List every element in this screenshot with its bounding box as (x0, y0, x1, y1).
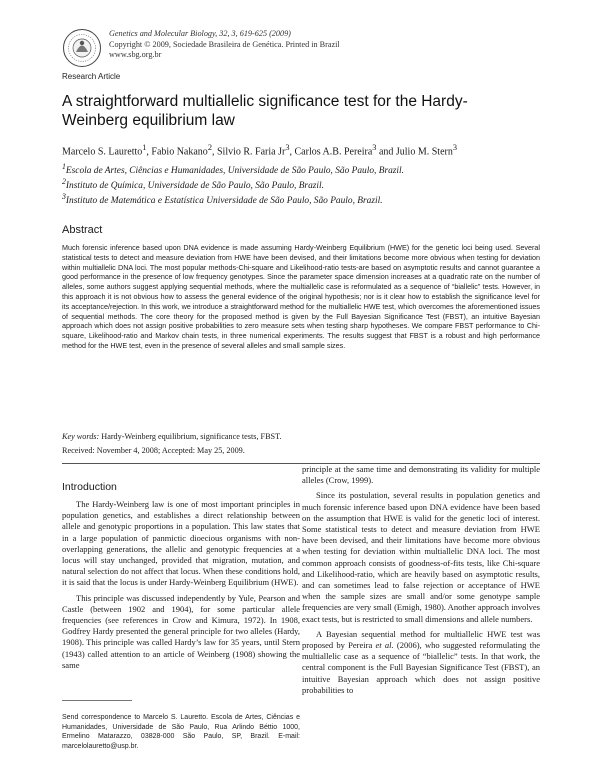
author-affil-mark: 3 (452, 143, 458, 152)
body-paragraph: This principle was discussed independently by Yule, Pearson and Castle (between 1902 and 1904), for some particular allele frequencies (see references in Crow and Kimura, 1972). In 1908, Godfrey Hardy presented the general principle for two alleles (Hardy, 1908). This principle was called Hardy’s law for 35 years, until Stern (1943) called attention to an article of Weinberg (1908) showing the same (62, 592, 300, 670)
author: Silvio R. Faria Jr (216, 146, 286, 158)
right-column (302, 464, 540, 700)
affiliation-number: 1 (62, 162, 66, 171)
journal-logo (62, 28, 102, 68)
journal-info (109, 29, 340, 61)
author-conjunction: and (376, 146, 396, 158)
affiliation-text: Instituto de Matemática e Estatística Universidade de São Paulo, São Paulo, Brazil. (65, 196, 383, 207)
author: Carlos A.B. Pereira (294, 146, 373, 158)
abstract-heading: Abstract (62, 224, 103, 236)
author: Julio M. Stern (395, 146, 453, 158)
keywords-text: Hardy-Weinberg equilibrium, significance tests, FBST. (101, 432, 282, 441)
body-paragraph (302, 629, 540, 696)
footnote-divider (62, 700, 132, 701)
text-run: A Bayesian sequential method for multiallelic HWE test was proposed by Pereira (302, 628, 540, 651)
affiliation-number: 2 (62, 177, 66, 186)
author: Fabio Nakano (151, 146, 208, 158)
author-affil-mark: 2 (207, 143, 212, 152)
author: Marcelo S. Lauretto (62, 146, 143, 158)
body-paragraph: Since its postulation, several results in population genetics and much forensic inference based upon DNA evidence have been based on the assumption that HWE is valid for the genetic loci of interest. Some statistical tests to detect and measure deviation from HWE have been devised, and their limitations have become more obvious when testing for deviation within multiallelic DNA loci. The most common approach consists of goodness-of-fits tests, like Chi-square and Likelihood-ratio, which are heavily based on asymptotic results, and can sometimes lead to false rejection or acceptance of HWE when the sample sizes are small and/or some genotype sample frequencies are very small (Emigh, 1980). Another approach involves exact tests, but is restricted to small dimensions and allele numbers. (302, 490, 540, 624)
affiliation-number: 3 (62, 192, 66, 201)
keywords (62, 432, 282, 441)
author-affil-mark: 1 (142, 143, 147, 152)
journal-citation: Genetics and Molecular Biology, 32, 3, 619-625 (2009) (109, 29, 291, 38)
affiliation (62, 162, 404, 176)
affiliation (62, 192, 383, 206)
text-run-italic: et al. (375, 640, 394, 651)
sbg-seal-icon (62, 28, 102, 68)
affiliation (62, 177, 324, 191)
body-paragraph: The Hardy-Weinberg law is one of most important principles in population genetics, and establishes a direct relationship between allele and genotypic proportions in a population. This law states that in a large population of panmictic dioecious organisms with non-overlapping generations, the allelic and genotypic frequencies at a locus will stay unchanged, provided that migration, mutation, and natural selection do not affect that locus. When these conditions hold, it is said that the locus is under Hardy-Weinberg Equilibrium (HWE). (62, 499, 300, 588)
author-affil-mark: 3 (372, 143, 377, 152)
journal-copyright: Copyright © 2009, Sociedade Brasileira de Genética. Printed in Brazil (109, 39, 340, 49)
author-list: Marcelo S. Lauretto$^1$, Fabio Nakano$^2$, Silvio R. Faria Jr$^3$, Carlos A.B. Pereira$^3$ and Julio M. Stern$^3$ (62, 143, 458, 158)
article-type: Research Article (62, 72, 121, 81)
journal-website[interactable]: www.sbg.org.br (109, 50, 162, 60)
correspondence-footnote: Send correspondence to Marcelo S. Lauretto. Escola de Artes, Ciências e Humanidades, Universidade de São Paulo, Rua Arlindo Béttio 1000, Ermelino Matarazzo, 03828-000 São Paulo, SP, Brazil. E-mail: marcelolauretto@usp.br. (62, 714, 300, 750)
received-dates: Received: November 4, 2008; Accepted: May 25, 2009. (62, 446, 245, 455)
affiliation-text: Escola de Artes, Ciências e Humanidades, Universidade de São Paulo, São Paulo, Brazil. (65, 166, 404, 177)
abstract-body: Much forensic inference based upon DNA evidence is made assuming Hardy-Weinberg Equilibrium (HWE) for the genetic loci being used. Several statistical tests to detect and measure deviation from HWE have been devised, and their limitations become more obvious when testing for deviation within multiallelic DNA loci. The most popular methods-Chi-square and Likelihood-ratio tests-are based on asymptotic results and cannot guarantee a good performance in the presence of low frequency genotypes. Since the parameter space dimension increases at a quadratic rate on the number of alleles, some authors suggest applying sequential methods, where the multiallelic case is reformulated as a sequence of “biallelic” tests. However, in this approach it is not obvious how to assess the general evidence of the original hypothesis; nor is it clear how to establish the significance level for its acceptance/rejection. In this work, we introduce a straightforward method for the multiallelic HWE test, which overcomes the aforementioned issues of sequential methods. The core theory for the proposed method is given by the Full Bayesian Significance Test (FBST), an intuitive Bayesian approach which does not assign positive probabilities to zero measure sets when testing sharp hypotheses. We compare FBST performance to Chi-square, Likelihood-ratio and Markov chain tests, in three numerical experiments. The results suggest that FBST is a robust and high performance method for the HWE test, even in the presence of several alleles and small sample sizes. (62, 243, 540, 350)
left-column (62, 499, 300, 675)
author-affil-mark: 3 (285, 143, 290, 152)
text-run: (2006), who suggested reformulating the multiallelic case as a sequence of “biallelic” tests. In that work, the central component is the Full Bayesian Significance Test (FBST), an intuitive Bayesian approach which does not assign positive probabilities to (302, 640, 541, 695)
body-paragraph: principle at the same time and demonstrating its validity for multiple alleles (Crow, 1999). (302, 464, 540, 486)
affiliation-text: Instituto de Química, Universidade de São Paulo, São Paulo, Brazil. (65, 181, 324, 192)
paper-title: A straightforward multiallelic significance test for the Hardy-Weinberg equilibrium law (62, 93, 468, 129)
keywords-label: Key words: (62, 432, 100, 441)
introduction-heading: Introduction (62, 481, 117, 493)
